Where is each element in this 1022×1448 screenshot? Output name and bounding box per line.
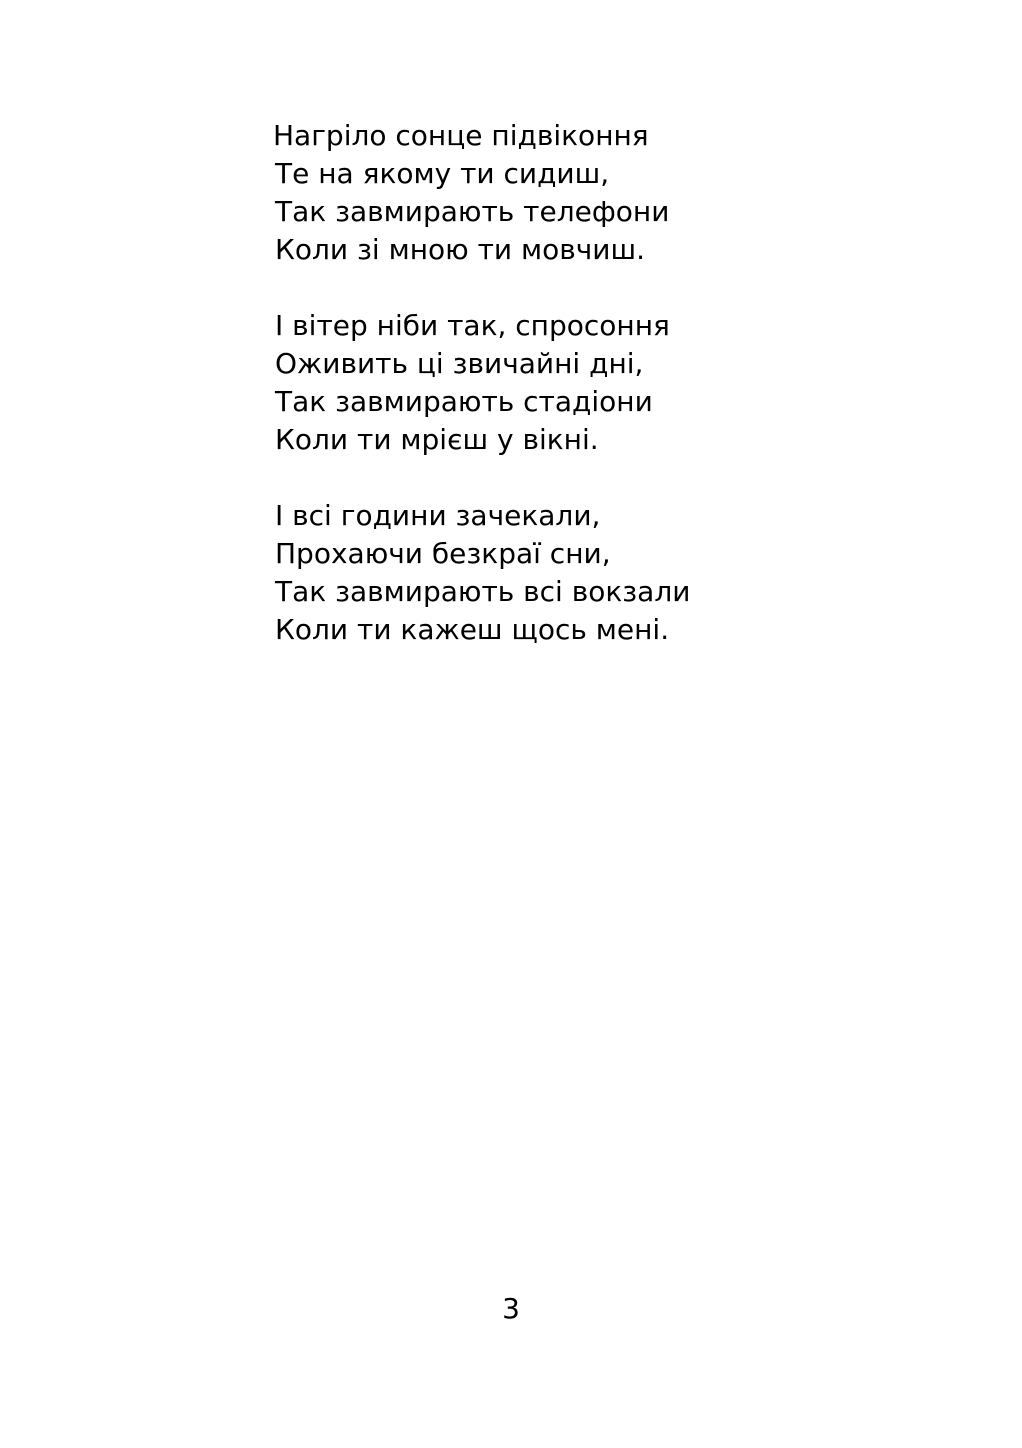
- poem-line: Коли зі мною ти мовчиш.: [275, 233, 646, 266]
- page-number: 3: [502, 1292, 520, 1325]
- poem-line: Так завмирають стадіони: [275, 385, 653, 418]
- poem-line: І вітер ніби так, спросоння: [275, 309, 670, 342]
- stanza-3: [275, 497, 915, 649]
- poem-line: Так завмирають всі вокзали: [275, 575, 691, 608]
- poem-line: Оживить ці звичайні дні,: [275, 347, 644, 380]
- poem: [275, 117, 915, 687]
- poem-line: Так завмирають телефони: [275, 195, 670, 228]
- poem-line: Коли ти кажеш щось мені.: [275, 613, 670, 646]
- poem-line: Прохаючи безкраї сни,: [275, 537, 611, 570]
- poem-line: Те на якому ти сидиш,: [275, 157, 610, 190]
- poem-line: І всі години зачекали,: [275, 499, 601, 532]
- poem-line: Нагріло сонце підвіконня: [273, 119, 649, 152]
- poem-line: Коли ти мрієш у вікні.: [275, 423, 599, 456]
- stanza-1: [275, 117, 915, 269]
- stanza-2: [275, 307, 915, 459]
